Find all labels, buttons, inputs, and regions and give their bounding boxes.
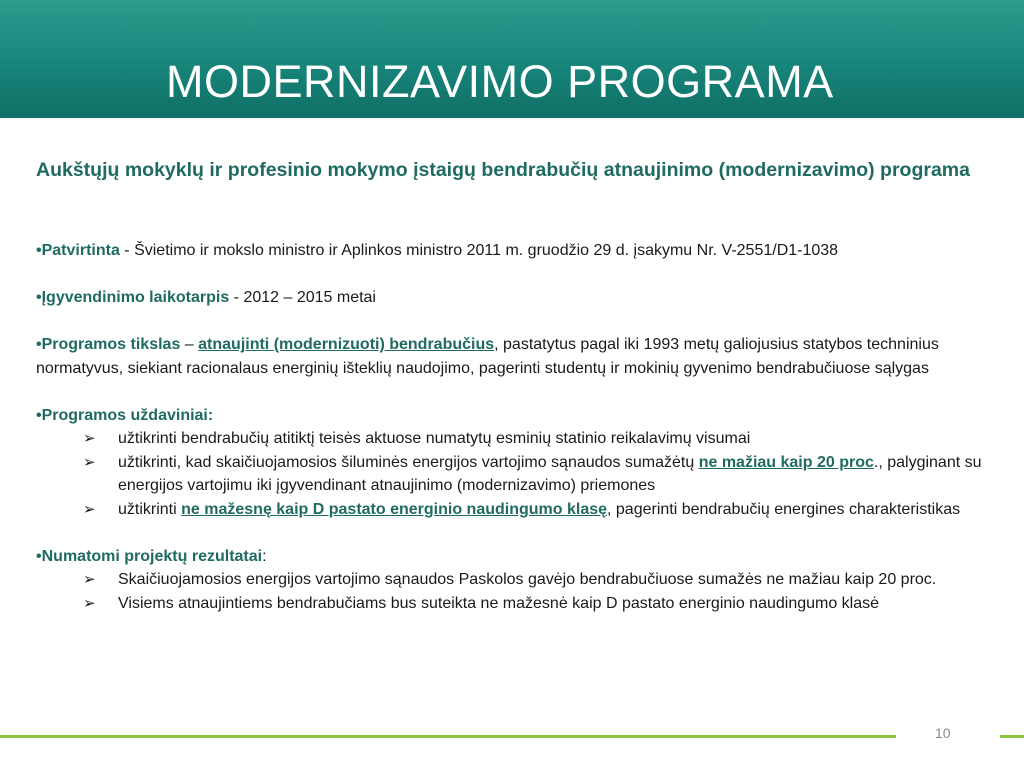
goal-dash: –	[180, 336, 199, 353]
list-item	[36, 568, 1016, 592]
period-text: - 2012 – 2015 metai	[229, 289, 376, 306]
arrow-bullet-icon: ➢	[83, 571, 96, 588]
program-subtitle: Aukštųjų mokyklų ir profesinio mokymo įstaigų bendrabučių atnaujinimo (modernizavimo) programa	[36, 159, 970, 181]
result-item-text: Visiems atnaujintiems bendrabučiams bus suteikta ne mažesnė kaip D pastato energinio naudingumo klasė	[118, 594, 880, 612]
bullet-dot: •	[36, 547, 42, 565]
period-label: Įgyvendinimo laikotarpis	[41, 289, 230, 306]
results-list	[36, 568, 1016, 615]
arrow-bullet-icon: ➢	[83, 430, 96, 447]
slide-header	[0, 0, 1024, 118]
arrow-bullet-icon: ➢	[83, 500, 96, 518]
task-item-text: , pagerinti bendrabučių energines charakteristikas	[607, 500, 961, 518]
approved-text: - Švietimo ir mokslo ministro ir Aplinkos ministro 2011 m. gruodžio 29 d. įsakymu Nr. V-2551/D1-1038	[119, 242, 839, 259]
task-item-text: užtikrinti	[118, 500, 182, 518]
list-item	[36, 498, 1016, 522]
goal-text: , pastatytus pagal iki 1993 metų galiojusius statybos techninius normatyvus, siekiant racionalaus energinių išteklių naudojimo, pagerinti studentų ir mokinių gyvenimo bendrabučiuose sąlygas	[36, 336, 939, 377]
task-link-class-d[interactable]: ne mažesnę kaip D pastato energinio naudingumo klasę	[181, 500, 608, 518]
result-item-text: Skaičiuojamosios energijos vartojimo sąnaudos Paskolos gavėjo bendrabučiuose sumažės ne mažiau kaip 20 proc.	[118, 571, 937, 588]
page-number: 10	[935, 725, 951, 741]
tasks-list	[36, 427, 1016, 521]
list-item	[36, 451, 1016, 498]
results-heading	[36, 545, 1016, 569]
task-item-text: užtikrinti bendrabučių atitiktį teisės aktuose numatytų esminių statinio reikalavimų visumai	[118, 430, 751, 447]
goal-label: Programos tikslas	[41, 336, 181, 353]
period-paragraph	[36, 286, 1016, 310]
tasks-heading	[36, 404, 1016, 428]
slide-title: MODERNIZAVIMO PROGRAMA	[166, 56, 834, 107]
task-item-text: užtikrinti, kad skaičiuojamosios šiluminės energijos vartojimo sąnaudos sumažėtų	[118, 453, 699, 471]
approved-label: Patvirtinta	[41, 242, 120, 259]
results-colon: :	[262, 547, 267, 565]
arrow-bullet-icon: ➢	[83, 453, 96, 471]
arrow-bullet-icon: ➢	[83, 594, 96, 612]
bullet-dot: •	[36, 336, 42, 353]
task-link-20-percent[interactable]: ne mažiau kaip 20 proc	[698, 453, 874, 471]
slide-body	[36, 239, 1016, 615]
approved-paragraph	[36, 239, 1016, 263]
list-item	[36, 592, 1016, 616]
goal-link[interactable]: atnaujinti (modernizuoti) bendrabučius	[198, 336, 495, 353]
task-item-text: ., palyginant su energijos vartojimu iki įgyvendinant atnaujinimo (modernizavimo) priemones	[118, 453, 982, 494]
footer-divider	[1000, 735, 1024, 738]
bullet-dot: •	[36, 242, 42, 259]
list-item	[36, 427, 1016, 451]
tasks-label: Programos uždaviniai:	[41, 406, 214, 424]
results-label: Numatomi projektų rezultatai	[41, 547, 263, 565]
footer-divider	[0, 735, 896, 738]
goal-paragraph	[36, 333, 1016, 380]
bullet-dot: •	[36, 289, 42, 306]
bullet-dot: •	[36, 406, 42, 424]
